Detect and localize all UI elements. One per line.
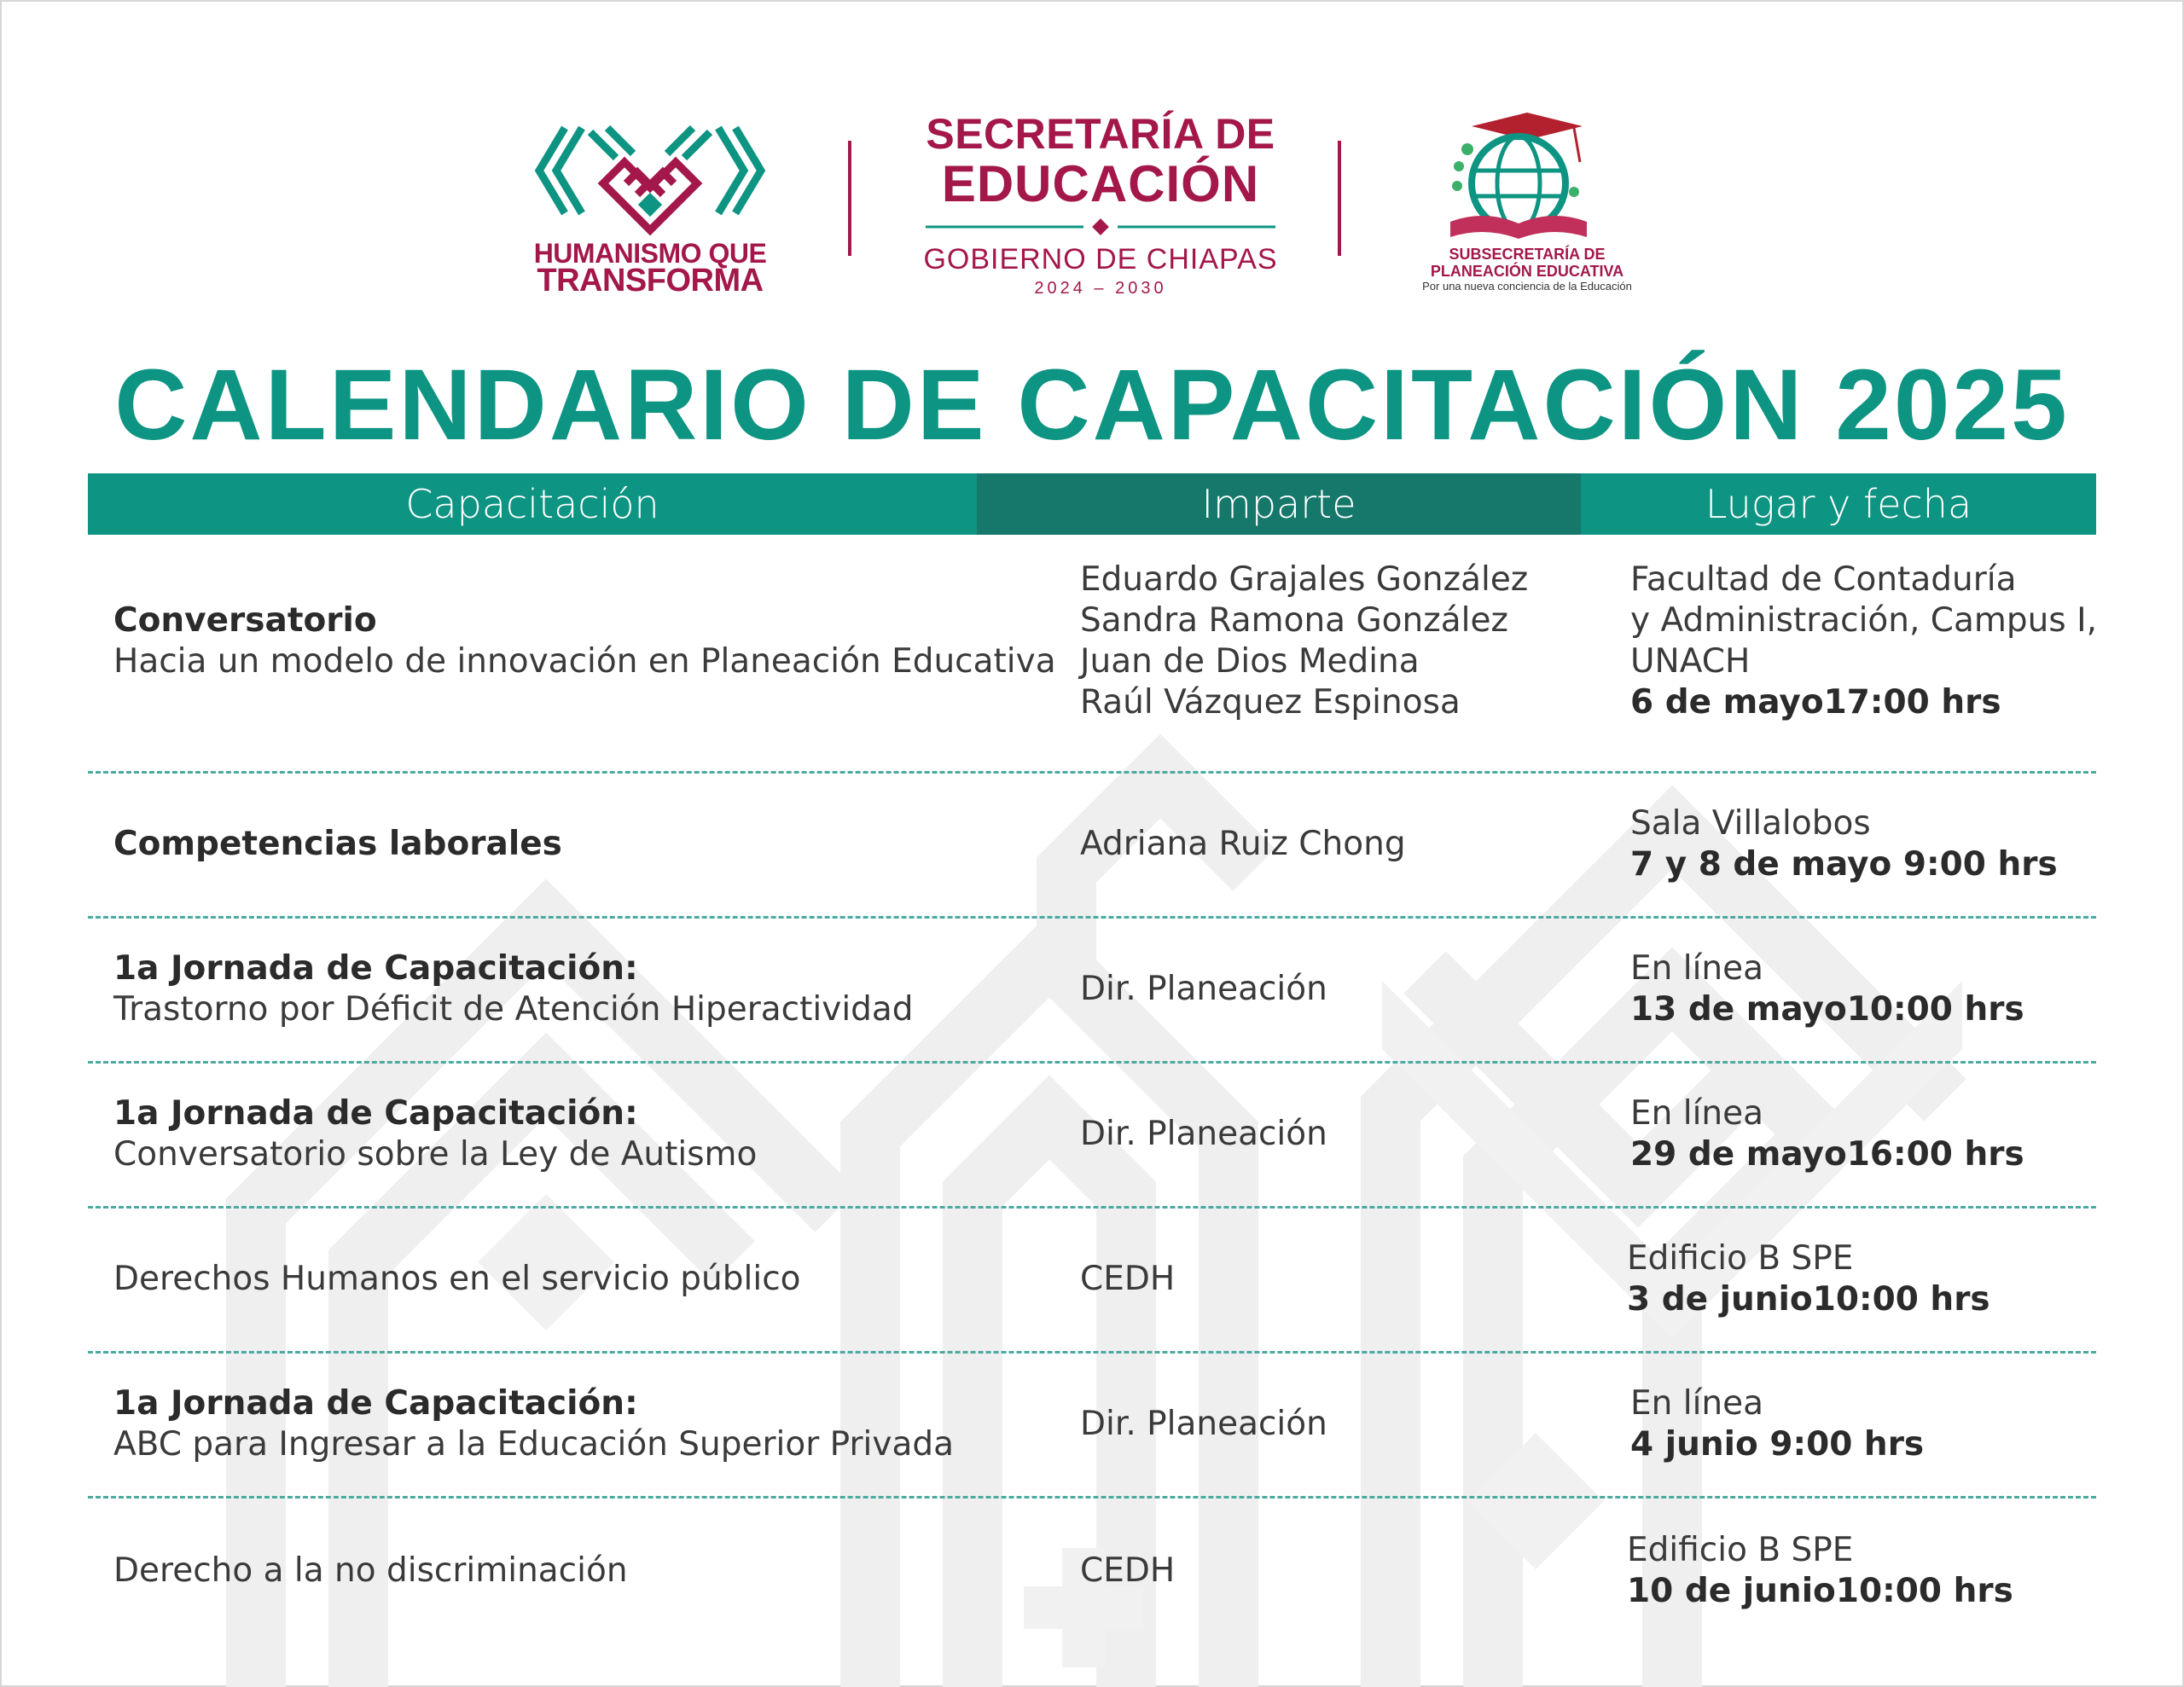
cell-capacitacion <box>113 919 1069 1059</box>
capacitacion-text: Trastorno por Déficit de Atención Hiperactividad <box>113 989 914 1029</box>
secretaria-line2: EDUCACIÓN <box>941 155 1260 212</box>
humanismo-line2: TRANSFORMA <box>537 263 764 299</box>
capacitacion-title: Conversatorio <box>113 601 377 640</box>
fecha: 7 y 8 de mayo 9:00 hrs <box>1630 844 2058 884</box>
lugar-line: En línea <box>1630 1383 1764 1423</box>
table-row <box>88 1064 2096 1209</box>
header-lugar-fecha: Lugar y fecha <box>1581 473 2096 535</box>
cell-lugar-fecha <box>1630 1354 2108 1494</box>
fecha: 4 junio 9:00 hrs <box>1630 1424 1925 1464</box>
fecha: 3 de junio10:00 hrs <box>1627 1279 1990 1319</box>
fecha: 10 de junio10:00 hrs <box>1627 1572 2013 1610</box>
cell-capacitacion <box>113 1354 1069 1494</box>
table-row <box>88 1499 2096 1644</box>
imparte-name: CEDH <box>1080 1259 1176 1298</box>
secretaria-educacion-logo <box>913 111 1288 307</box>
table-row <box>88 1354 2096 1499</box>
capacitacion-title: 1a Jornada de Capacitación: <box>113 948 638 988</box>
lugar-line: Edificio B SPE <box>1627 1531 1854 1569</box>
imparte-name: Raúl Vázquez Espinosa <box>1080 683 1461 722</box>
imparte-name: Adriana Ruiz Chong <box>1080 824 1406 863</box>
capacitacion-text: ABC para Ingresar a la Educación Superior Privada <box>113 1424 955 1464</box>
table-row <box>88 535 2096 774</box>
cell-lugar-fecha <box>1630 1064 2108 1204</box>
cell-imparte <box>1080 1499 1558 1644</box>
subsecretaria-line1: SUBSECRETARÍA DE <box>1449 246 1606 263</box>
cell-imparte <box>1080 919 1558 1059</box>
imparte-name: Sandra Ramona González <box>1080 601 1508 640</box>
logo-divider <box>848 141 851 256</box>
greca-heart-icon <box>531 111 770 239</box>
imparte-name: CEDH <box>1080 1551 1176 1590</box>
lugar-line: En línea <box>1630 948 1764 988</box>
lugar-line: y Administración, Campus I, <box>1630 601 2098 640</box>
imparte-name: Juan de Dios Medina <box>1080 642 1420 681</box>
page-title: CALENDARIO DE CAPACITACIÓN 2025 <box>114 349 2070 461</box>
capacitacion-text: Hacia un modelo de innovación en Planeación Educativa <box>113 642 1056 681</box>
lugar-line: Facultad de Contaduría <box>1630 560 2017 599</box>
diamond-rule-icon <box>926 218 1275 235</box>
subsecretaria-line3: Por una nueva conciencia de la Educación <box>1422 280 1632 293</box>
cell-lugar-fecha <box>1627 1209 2105 1349</box>
imparte-name: Dir. Planeación <box>1080 969 1327 1008</box>
cell-capacitacion <box>113 535 1069 748</box>
imparte-name: Eduardo Grajales González <box>1080 560 1529 599</box>
cell-lugar-fecha <box>1627 1499 2105 1644</box>
capacitacion-text: Derecho a la no discriminación <box>113 1551 628 1590</box>
imparte-name: Dir. Planeación <box>1080 1114 1327 1153</box>
fecha: 29 de mayo16:00 hrs <box>1630 1134 2024 1174</box>
humanismo-line1: HUMANISMO QUE <box>533 238 767 269</box>
lugar-line: Sala Villalobos <box>1630 803 1871 843</box>
cell-lugar-fecha <box>1630 535 2108 748</box>
cell-capacitacion <box>113 1209 1069 1349</box>
header-capacitacion: Capacitación <box>88 473 977 535</box>
globe-book-icon <box>1399 102 1655 246</box>
table-row <box>88 919 2096 1064</box>
logo-divider <box>1338 141 1341 256</box>
fecha: 6 de mayo17:00 hrs <box>1630 683 2001 722</box>
subsecretaria-logo <box>1399 102 1655 307</box>
cell-capacitacion <box>113 774 1069 914</box>
cell-imparte <box>1080 774 1558 914</box>
header-imparte: Imparte <box>977 473 1581 535</box>
cell-imparte <box>1080 1209 1558 1349</box>
humanismo-logo <box>531 111 770 299</box>
secretaria-line3: GOBIERNO DE CHIAPAS <box>923 243 1278 275</box>
cell-lugar-fecha <box>1630 919 2108 1059</box>
capacitacion-title: 1a Jornada de Capacitación: <box>113 1383 638 1423</box>
cell-imparte <box>1080 1354 1558 1494</box>
table-row <box>88 1209 2096 1354</box>
capacitacion-text: Derechos Humanos en el servicio público <box>113 1259 801 1298</box>
cell-capacitacion <box>113 1499 1069 1644</box>
cell-capacitacion <box>113 1064 1069 1204</box>
header-logos <box>0 102 2184 316</box>
capacitacion-title: 1a Jornada de Capacitación: <box>113 1093 638 1133</box>
lugar-line: En línea <box>1630 1093 1764 1133</box>
table-header <box>88 473 2096 535</box>
capacitacion-title: Competencias laborales <box>113 824 562 863</box>
capacitacion-text: Conversatorio sobre la Ley de Autismo <box>113 1134 758 1174</box>
table-row <box>88 774 2096 919</box>
imparte-name: Dir. Planeación <box>1080 1404 1327 1443</box>
lugar-line: UNACH <box>1630 642 1751 681</box>
cell-lugar-fecha <box>1630 774 2108 914</box>
fecha: 13 de mayo10:00 hrs <box>1630 989 2024 1029</box>
cell-imparte <box>1080 1064 1558 1204</box>
lugar-line: Edificio B SPE <box>1627 1238 1854 1278</box>
cell-imparte <box>1080 535 1558 748</box>
subsecretaria-line2: PLANEACIÓN EDUCATIVA <box>1430 263 1624 280</box>
secretaria-line4: 2024 – 2030 <box>1034 279 1167 298</box>
secretaria-line1: SECRETARÍA DE <box>926 110 1275 158</box>
